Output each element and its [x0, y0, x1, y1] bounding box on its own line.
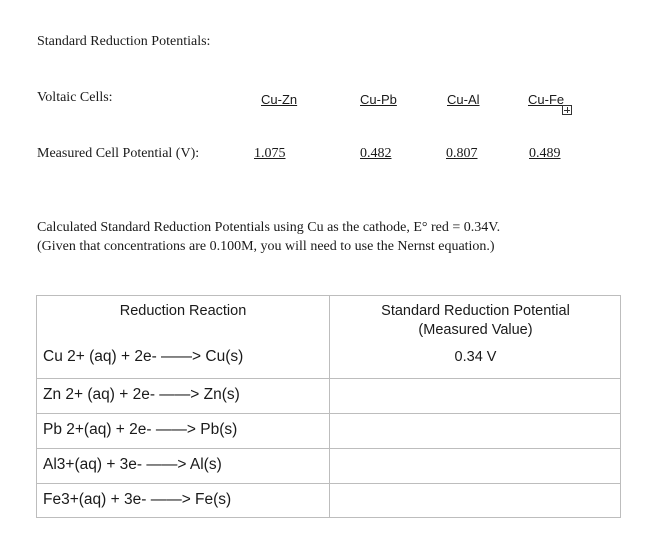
cell-cu-al: Cu-Al — [447, 92, 480, 107]
page-title: Standard Reduction Potentials: — [37, 34, 211, 49]
header-standard-potential: Standard Reduction Potential — [381, 303, 570, 319]
cell-cu-fe: Cu-Fe — [528, 92, 565, 107]
row-divider — [37, 448, 620, 449]
measured-potential-label: Measured Cell Potential (V): — [37, 146, 200, 161]
reaction-row-fe: Fe3+(aq) + 3e- ——> Fe(s) — [43, 491, 232, 508]
value-row-al[interactable] — [330, 456, 621, 476]
instruction-line-2: (Given that concentrations are 0.100M, you will need to use the Nernst equation.) — [37, 239, 495, 254]
value-cu-pb: 0.482 — [360, 146, 392, 161]
instruction-line-1: Calculated Standard Reduction Potentials using Cu as the cathode, E° red = 0.34V. — [37, 220, 501, 235]
reaction-row-zn: Zn 2+ (aq) + 2e- ——> Zn(s) — [43, 386, 240, 403]
expand-icon[interactable] — [562, 105, 572, 115]
value-row-fe[interactable] — [330, 491, 621, 511]
row-divider — [37, 413, 620, 414]
header-reduction-reaction: Reduction Reaction — [119, 303, 247, 319]
reduction-table — [36, 295, 621, 518]
row-divider — [37, 483, 620, 484]
cell-cu-zn: Cu-Zn — [261, 92, 298, 107]
value-row-pb[interactable] — [330, 421, 621, 441]
value-row-cu[interactable]: 0.34 V — [454, 349, 497, 365]
value-cu-fe: 0.489 — [529, 146, 561, 161]
row-divider — [37, 378, 620, 379]
value-cu-al: 0.807 — [446, 146, 478, 161]
reaction-row-cu: Cu 2+ (aq) + 2e- ——> Cu(s) — [43, 348, 244, 365]
header-measured-value: (Measured Value) — [418, 322, 533, 338]
value-row-zn[interactable] — [330, 386, 621, 406]
reaction-row-al: Al3+(aq) + 3e- ——> Al(s) — [43, 456, 222, 473]
value-cu-zn: 1.075 — [254, 146, 286, 161]
voltaic-cells-label: Voltaic Cells: — [37, 90, 113, 105]
cell-cu-pb: Cu-Pb — [360, 92, 397, 107]
reaction-row-pb: Pb 2+(aq) + 2e- ——> Pb(s) — [43, 421, 238, 438]
